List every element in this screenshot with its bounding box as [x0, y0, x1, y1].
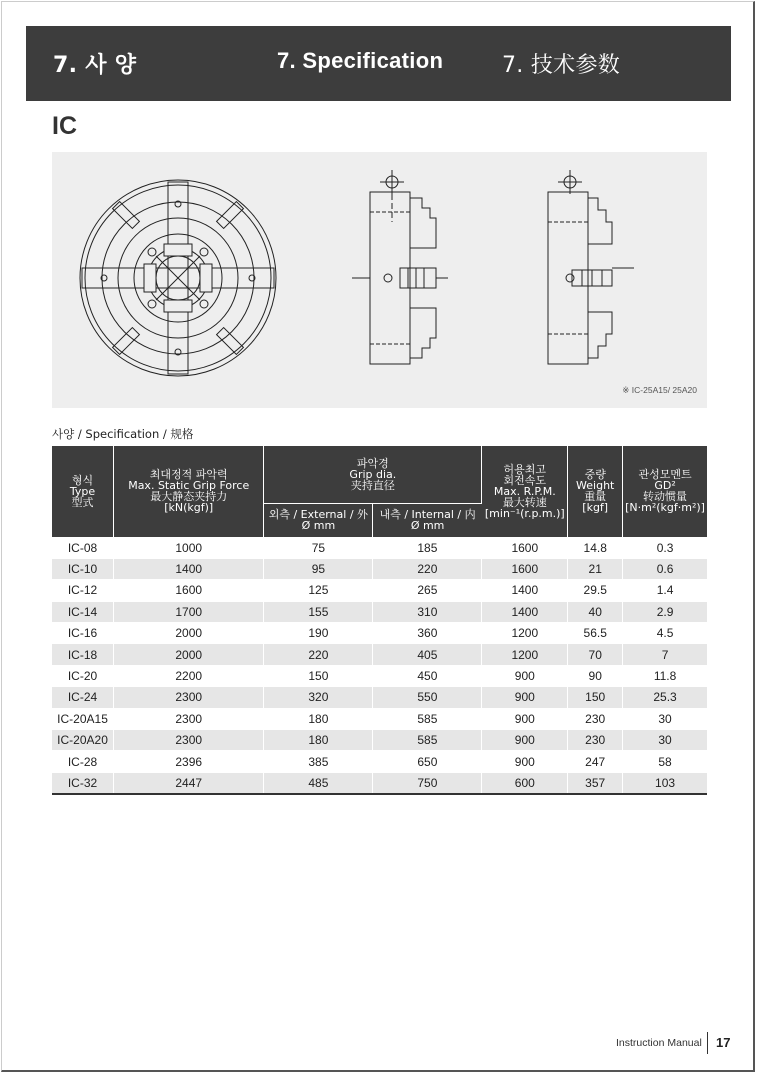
chuck-technical-drawing	[52, 152, 707, 408]
footer-manual-label: Instruction Manual	[616, 1037, 702, 1049]
header-type: 형식 Type 型式	[52, 446, 114, 537]
header-internal: 내측 / Internal / 内 Ø mm	[373, 503, 482, 537]
table-row: IC-32 2447 485 750 600 357 103	[52, 772, 707, 793]
manual-page	[1, 1, 755, 1072]
section-title-korean: 7. 사 양	[53, 53, 137, 78]
table-row: IC-20A15 2300 180 585 900 230 30	[52, 708, 707, 729]
table-row: IC-14 1700 155 310 1400 40 2.9	[52, 601, 707, 622]
table-row: IC-08 1000 75 185 1600 14.8 0.3	[52, 537, 707, 558]
table-row: IC-12 1600 125 265 1400 29.5 1.4	[52, 580, 707, 601]
footer-divider	[707, 1032, 708, 1054]
page-number: 17	[716, 1035, 731, 1050]
header-gd2: 관성모멘트 GD² 转动惯量 [N·m²(kgf·m²)]	[623, 446, 707, 537]
header-external: 외측 / External / 外 Ø mm	[264, 503, 373, 537]
section-banner	[26, 26, 731, 101]
section-title-english: 7. Specification	[277, 48, 444, 73]
chuck-side-view-right	[548, 170, 634, 364]
figure-note: ※ IC-25A15/ 25A20	[622, 385, 697, 395]
specification-table	[52, 446, 707, 795]
table-row: IC-20A20 2300 180 585 900 230 30	[52, 730, 707, 751]
header-grip-dia: 파악경 Grip dia. 夹持直径	[264, 446, 482, 503]
table-row: IC-16 2000 190 360 1200 56.5 4.5	[52, 623, 707, 644]
chuck-front-view	[80, 180, 276, 376]
table-row: IC-28 2396 385 650 900 247 58	[52, 751, 707, 772]
table-row: IC-10 1400 95 220 1600 21 0.6	[52, 558, 707, 579]
table-row: IC-18 2000 220 405 1200 70 7	[52, 644, 707, 665]
table-row: IC-24 2300 320 550 900 150 25.3	[52, 687, 707, 708]
spec-caption: 사양 / Specification / 规格	[52, 427, 194, 441]
model-title: IC	[52, 112, 77, 140]
section-title-chinese: 7. 技术参数	[502, 53, 621, 78]
chuck-drawing-figure	[52, 152, 707, 408]
chuck-side-view-left	[352, 170, 448, 364]
table-row: IC-20 2200 150 450 900 90 11.8	[52, 665, 707, 686]
header-grip-force: 최대정적 파악력 Max. Static Grip Force 最大静态夹持力 [kN(kgf)]	[114, 446, 264, 537]
header-max-rpm: 허용최고 회전속도 Max. R.P.M. 最大转速 [min⁻¹(r.p.m.)]	[482, 446, 568, 537]
header-weight: 중량 Weight 重量 [kgf]	[568, 446, 623, 537]
spec-table-body	[52, 537, 707, 794]
